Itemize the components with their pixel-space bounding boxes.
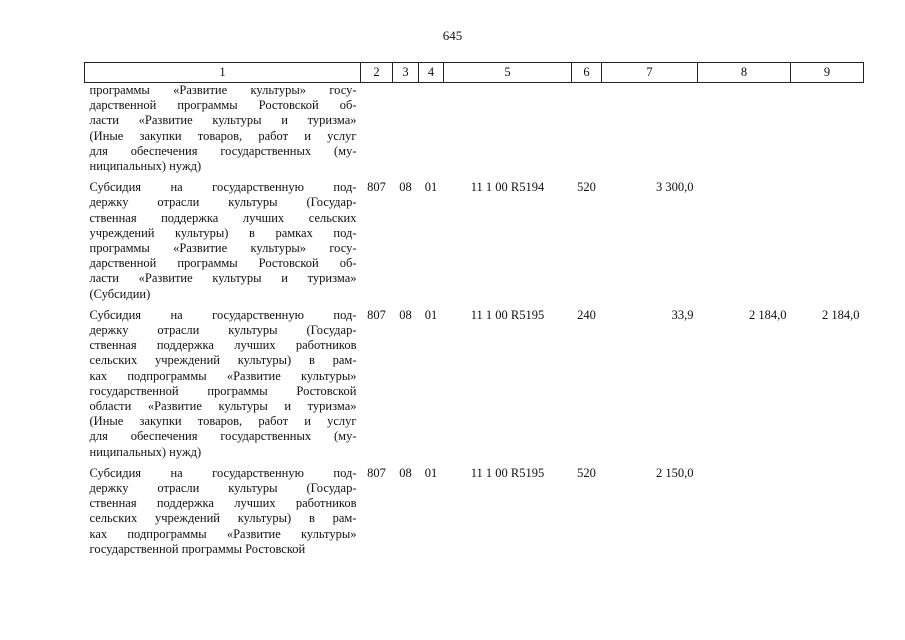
description-line: ках подпрограммы «Развитие культуры»	[89, 526, 357, 541]
column-header: 1	[85, 63, 361, 83]
amount-year-2: 2 184,0	[749, 307, 787, 322]
description-line: сельских учреждений культуры) в рам-	[89, 511, 357, 526]
code-admin: 807	[367, 180, 386, 195]
code-subsection: 01	[424, 307, 438, 322]
code-target-article: 11 1 00 R5195	[470, 307, 545, 322]
description-line: для обеспечения государственных (му-	[89, 429, 357, 444]
amount-year-3	[791, 466, 864, 557]
code-section: 08	[399, 465, 412, 480]
column-header: 4	[419, 63, 444, 83]
amount-year-1: 2 150,0	[656, 465, 694, 480]
table-row	[85, 466, 864, 557]
amount-year-1: 33,9	[671, 307, 694, 322]
description-line: (Иные закупки товаров, работ и услуг	[89, 414, 357, 429]
description-line: области «Развитие культуры и туризма»	[89, 399, 357, 414]
description-line: ниципальных) нужд)	[89, 159, 202, 174]
description-line: государственной программы Ростовской	[89, 541, 306, 556]
page-number: 645	[442, 28, 463, 43]
column-header: 2	[361, 63, 393, 83]
code-admin: 807	[367, 465, 386, 480]
code-expense-type	[572, 83, 602, 175]
amount-year-2	[698, 466, 791, 557]
description-line: (Иные закупки товаров, работ и услуг	[89, 128, 357, 143]
table-row	[85, 180, 864, 302]
table-row	[85, 83, 864, 175]
description-line: программы «Развитие культуры» госу-	[89, 83, 357, 97]
description-line: ках подпрограммы «Развитие культуры»	[89, 368, 357, 383]
table-row	[85, 308, 864, 460]
description-line: ниципальных) нужд)	[89, 444, 202, 459]
code-section: 08	[399, 307, 412, 322]
description-line: дарственной программы Ростовской об-	[89, 98, 357, 113]
description-line: программы «Развитие культуры» госу-	[89, 241, 357, 256]
amount-year-3	[791, 180, 864, 302]
table-body	[85, 83, 864, 558]
description-line: для обеспечения государственных (му-	[89, 143, 357, 158]
row-description	[85, 83, 361, 175]
description-line: ственная поддержка лучших сельских	[89, 210, 357, 225]
budget-table	[84, 62, 864, 557]
code-expense-type: 520	[577, 465, 596, 480]
description-line: учреждений культуры) в рамках под-	[89, 225, 357, 240]
code-subsection: 01	[424, 465, 438, 480]
amount-year-2	[698, 180, 791, 302]
code-target-article	[444, 83, 572, 175]
column-header: 5	[444, 63, 572, 83]
column-header: 6	[572, 63, 602, 83]
description-line: держку отрасли культуры (Государ-	[89, 481, 357, 496]
row-description	[85, 466, 361, 557]
description-line: государственной программы Ростовской	[89, 383, 357, 398]
code-admin: 807	[367, 307, 386, 322]
column-header: 7	[602, 63, 698, 83]
code-subsection	[419, 83, 444, 175]
column-header: 9	[791, 63, 864, 83]
description-line: Субсидия на государственную под-	[89, 180, 357, 195]
column-header: 8	[698, 63, 791, 83]
description-line: дарственной программы Ростовской об-	[89, 256, 357, 271]
description-line: держку отрасли культуры (Государ-	[89, 195, 357, 210]
code-expense-type: 240	[577, 307, 596, 322]
description-line: ласти «Развитие культуры и туризма»	[89, 113, 357, 128]
code-section: 08	[399, 180, 412, 195]
amount-year-1: 3 300,0	[656, 180, 694, 195]
row-description	[85, 308, 361, 460]
row-description	[85, 180, 361, 302]
code-subsection: 01	[424, 180, 438, 195]
description-line: (Субсидии)	[89, 286, 151, 301]
table-header-row	[85, 63, 864, 83]
description-line: Субсидия на государственную под-	[89, 465, 357, 480]
description-line: сельских учреждений культуры) в рам-	[89, 353, 357, 368]
amount-year-2	[698, 83, 791, 175]
code-section	[393, 83, 419, 175]
description-line: держку отрасли культуры (Государ-	[89, 323, 357, 338]
description-line: ственная поддержка лучших работников	[89, 338, 357, 353]
amount-year-3	[791, 83, 864, 175]
amount-year-1	[602, 83, 698, 175]
code-target-article: 11 1 00 R5194	[470, 180, 545, 195]
code-admin	[361, 83, 393, 175]
code-target-article: 11 1 00 R5195	[470, 465, 545, 480]
code-expense-type: 520	[577, 180, 596, 195]
description-line: Субсидия на государственную под-	[89, 307, 357, 322]
amount-year-3: 2 184,0	[822, 307, 860, 322]
description-line: ственная поддержка лучших работников	[89, 496, 357, 511]
description-line: ласти «Развитие культуры и туризма»	[89, 271, 357, 286]
column-header: 3	[393, 63, 419, 83]
